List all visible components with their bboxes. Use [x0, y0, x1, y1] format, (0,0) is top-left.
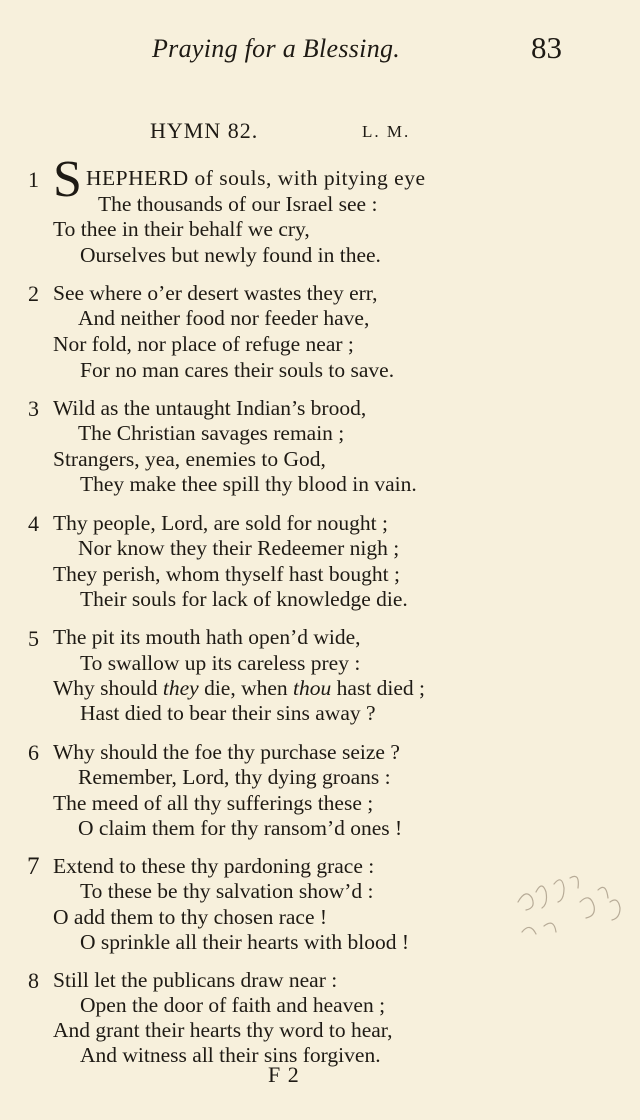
running-title: Praying for a Blessing. — [152, 34, 401, 63]
verse-line: Nor fold, nor place of refuge near ; — [53, 332, 354, 356]
page-number: 83 — [531, 30, 562, 65]
stanza-number: 5 — [28, 626, 39, 651]
stanza-number: 4 — [28, 511, 39, 536]
verse-line: The meed of all thy sufferings these ; — [53, 791, 374, 815]
verse-line: And neither food nor feeder have, — [78, 306, 370, 330]
hymn-meter: L. M. — [362, 122, 411, 141]
stanza-number: 2 — [28, 281, 39, 306]
verse-line: O add them to thy chosen race ! — [53, 905, 328, 929]
verse-line: Remember, Lord, thy dying groans : — [78, 765, 391, 789]
signature-mark: F 2 — [268, 1062, 300, 1087]
stanza-number: 8 — [28, 968, 39, 993]
stanza-number: 1 — [28, 167, 39, 192]
drop-capital: S — [53, 151, 82, 208]
verse-fragment: hast died ; — [331, 676, 426, 700]
verse-line: Why should the foe thy purchase seize ? — [53, 740, 400, 764]
verse-line: HEPHERD of souls, with pitying eye — [86, 166, 426, 190]
italic-word-thou: thou — [293, 676, 332, 700]
verse-line: They perish, whom thyself hast bought ; — [53, 562, 400, 586]
verse-line: And witness all their sins forgiven. — [80, 1043, 381, 1067]
verse-fragment: die, when — [198, 676, 294, 700]
stanza-number: 6 — [28, 740, 39, 765]
verse-line: The Christian savages remain ; — [78, 421, 345, 445]
verse-line: O claim them for thy ransom’d ones ! — [78, 816, 403, 840]
verse-line: To thee in their behalf we cry, — [53, 217, 310, 241]
verse-line: For no man cares their souls to save. — [80, 358, 395, 382]
italic-word-they: they — [162, 676, 199, 700]
verse-line: And grant their hearts thy word to hear, — [53, 1018, 393, 1042]
verse-line: The thousands of our Israel see : — [98, 192, 378, 216]
verse-line-with-italics — [53, 675, 425, 701]
stanza-number: 7 — [27, 853, 40, 880]
verse-fragment: Why should — [53, 676, 163, 700]
verse-line: O sprinkle all their hearts with blood ! — [80, 930, 409, 954]
verse-line: See where o’er desert wastes they err, — [53, 281, 378, 305]
verse-line: Nor know they their Redeemer nigh ; — [78, 536, 400, 560]
verse-line: To these be thy salvation show’d : — [80, 879, 374, 903]
verse-line: Ourselves but newly found in thee. — [80, 243, 381, 267]
verse-line: The pit its mouth hath open’d wide, — [53, 625, 361, 649]
hymn-title: HYMN 82. — [150, 118, 259, 143]
verse-line: Extend to these thy pardoning grace : — [53, 854, 375, 878]
verse-line: Hast died to bear their sins away ? — [80, 701, 376, 725]
pencil-marginalia — [510, 862, 640, 952]
verse-line: Thy people, Lord, are sold for nought ; — [53, 511, 388, 535]
verse-line: They make thee spill thy blood in vain. — [80, 472, 417, 496]
verse-line: Open the door of faith and heaven ; — [80, 993, 386, 1017]
verse-line: Wild as the untaught Indian’s brood, — [53, 396, 367, 420]
stanza-number: 3 — [28, 396, 39, 421]
verse-line: To swallow up its careless prey : — [80, 651, 361, 675]
verse-line: Still let the publicans draw near : — [53, 968, 338, 992]
verse-line: Their souls for lack of knowledge die. — [80, 587, 408, 611]
verse-line: Strangers, yea, enemies to God, — [53, 447, 326, 471]
